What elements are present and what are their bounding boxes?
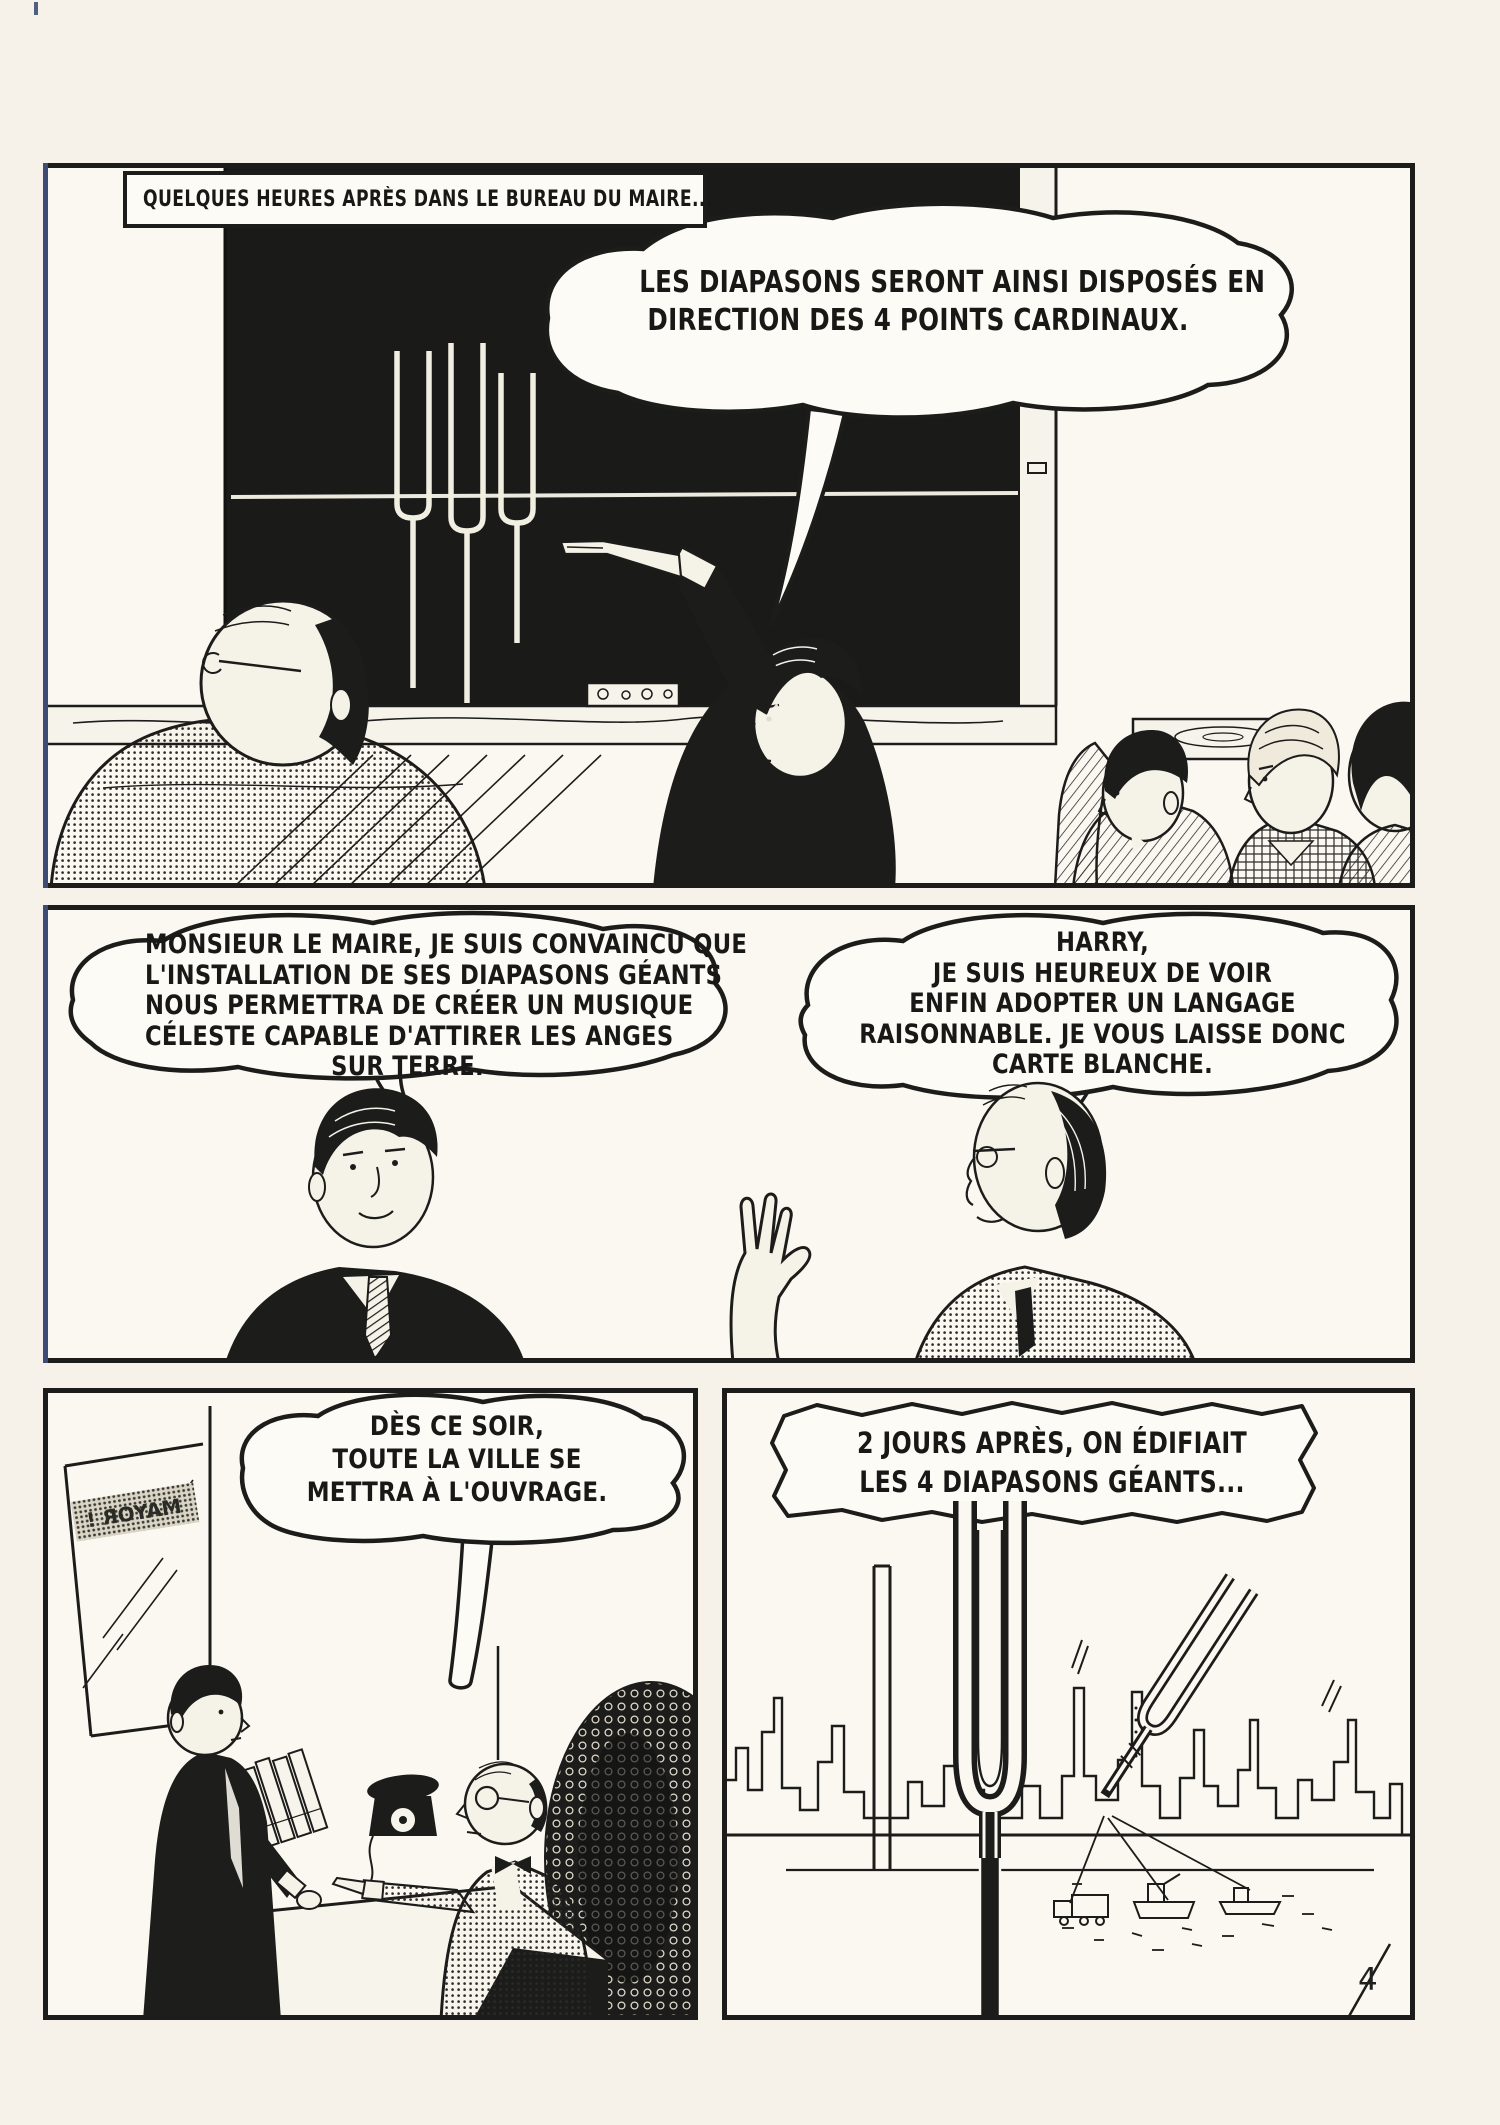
scan-artifact-mark (34, 2, 38, 15)
narration-caption-box (123, 171, 713, 228)
ear (331, 689, 351, 721)
panel-4-caption-text: 2 JOURS APRÈS, ON ÉDIFIAIT LES 4 DIAPASONS GÉANTS... (857, 1426, 1247, 1499)
bubble-1-text: LES DIAPASONS SERONT AINSI DISPOSÉS EN DIRECTION DES 4 POINTS CARDINAUX. (639, 265, 1266, 338)
narration-caption-text: QUELQUES HEURES APRÈS DANS LE BUREAU DU MAIRE... (143, 187, 713, 212)
bubble-2-left-text: MONSIEUR LE MAIRE, JE SUIS CONVAINCU QUE L'INSTALLATION DE SES DIAPASONS GÉANTS NOUS PERMETTRA DE CRÉER UN MUSIQUE CÉLESTE CAPABLE D'ATTIRER LES ANGES SUR TERRE. (145, 929, 748, 1082)
bubble-2-right-text: HARRY, JE SUIS HEUREUX DE VOIR ENFIN ADOPTER UN LANGAGE RAISONNABLE. JE VOUS LAISSE DONC CARTE BLANCHE. (859, 927, 1346, 1080)
mayor-door-sign: MAYOR ! (84, 1493, 184, 1533)
page-number: 4 (1358, 1962, 1378, 1998)
bubble-3-text: DÈS CE SOIR, TOUTE LA VILLE SE METTRA À L'OUVRAGE. (306, 1411, 608, 1508)
chalk-eraser-box (587, 683, 679, 706)
